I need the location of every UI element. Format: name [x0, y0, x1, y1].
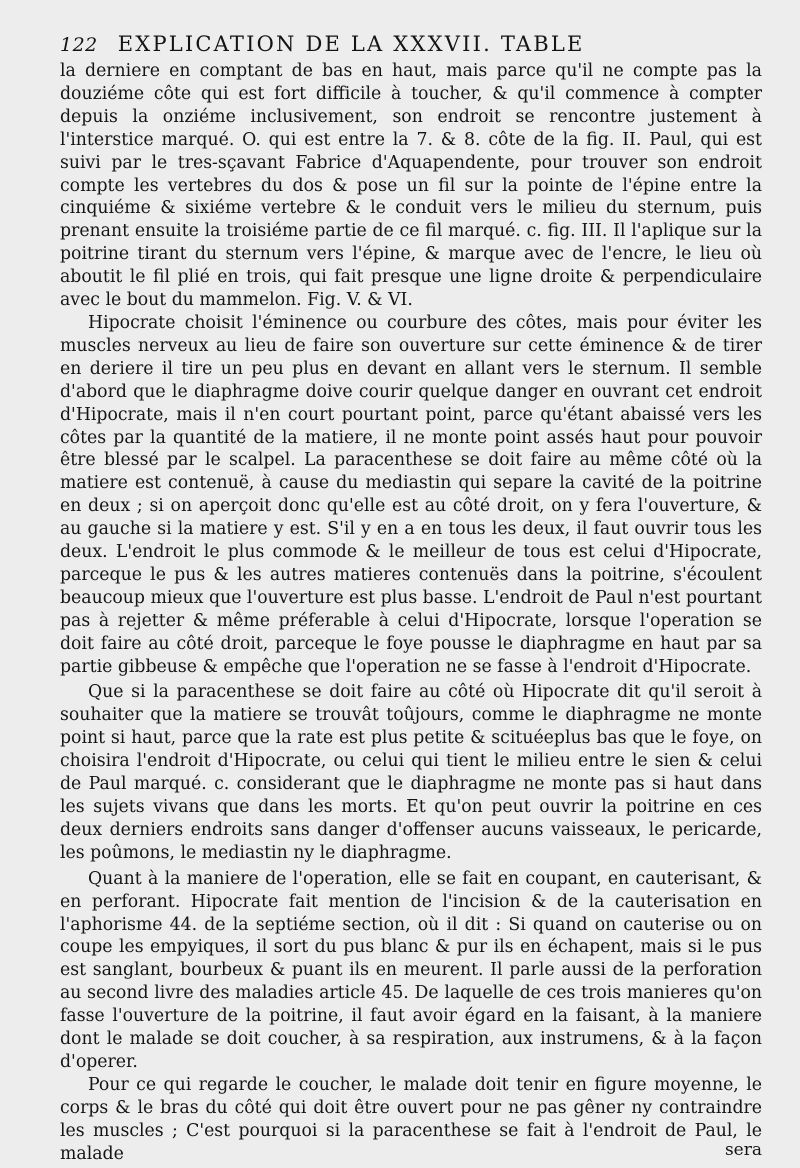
paragraph-4: Quant à la maniere de l'operation, elle se fait en coupant, en cauterisant, & en perforant. Hipocrate fait mention de l'incision & de la cauterisation en l'aphorisme 44. de la septiéme section, où il dit : Si quand on cauterise ou on coupe les empyiques, il sort du pus blanc & pur ils en échapent, mais si le pus est sanglant, bourbeux & puant ils en meurent. Il parle aussi de la perforation au second livre des maladies article 45. De laquelle de ces trois manieres qu'on fasse l'ouverture de la poitrine, il faut avoir égard en la faisant, à la maniere dont le malade se doit coucher, à sa respiration, aux instrumens, & à la façon d'operer. [60, 868, 762, 1072]
running-head: EXPLICATION DE LA XXXVII. TABLE [117, 32, 585, 56]
paragraph-5: Pour ce qui regarde le coucher, le malade doit tenir en figure moyenne, le corps & le bras du côté qui doit être ouvert pour ne pas gêner ny contraindre les muscles ; C'est pourquoi si la paracenthese se fait à l'endroit de Paul, le malade [60, 1074, 762, 1164]
page-number: 122 [60, 34, 98, 56]
paragraph-1: la derniere en comptant de bas en haut, mais parce qu'il ne compte pas la douziéme côte qui est fort difficile à toucher, & qu'il commence à compter depuis la onziéme inclusivement, son endroit se rencontre justement à l'interstice marqué. O. qui est entre la 7. & 8. côte de la fig. II. Paul, qui est suivi par le tres-sçavant Fabrice d'Aquapendente, pour trouver son endroit compte les vertebres du dos & pose un fil sur la pointe de l'épine entre la cinquiéme & sixiéme vertebre & le conduit vers le milieu du sternum, puis prenant ensuite la troisiéme partie de ce fil marqué. c. fig. III. Il l'aplique sur la poitrine tirant du sternum vers l'épine, & marque avec de l'encre, le lieu où aboutit le fil plié en trois, qui fait presque une ligne droite & perpendiculaire avec le bout du mammelon. Fig. V. & VI. [60, 61, 762, 311]
page-header [60, 32, 762, 56]
paragraph-3: Que si la paracenthese se doit faire au côté où Hipocrate dit qu'il seroit à souhaiter que la matiere se trouvât toûjours, comme le diaphragme ne monte point si haut, parce que la rate est plus petite & scituéeplus bas que le foye, on choisira l'endroit d'Hipocrate, ou celui qui tient le milieu entre le sien & celui de Paul marqué. c. considerant que le diaphragme ne monte pas si haut dans les sujets vivans que dans les morts. Et qu'on peut ouvrir la poitrine en ces deux derniers endroits sans danger d'offenser aucuns vaisseaux, le pericarde, les poûmons, le mediastin ny le diaphragme. [60, 682, 762, 863]
paragraph-2: Hipocrate choisit l'éminence ou courbure des côtes, mais pour éviter les muscles nerveux au lieu de faire son ouverture sur cette éminence & de tirer en deriere il tire un peu plus en devant en allant vers le sternum. Il semble d'abord que le diaphragme doive courir quelque danger en ouvrant cet endroit d'Hipocrate, mais il n'en court pourtant point, parce qu'étant abaissé vers les côtes par la quantité de la matiere, il ne monte point assés haut pour pouvoir être blessé par le scalpel. La paracenthese se doit faire au même côté où la matiere est contenuë, à cause du mediastin qui separe la cavité de la poitrine en deux ; si on aperçoit donc qu'elle est au côté droit, on y fera l'ouverture, & au gauche si la matiere y est. S'il y en a en tous les deux, il faut ouvrir tous les deux. L'endroit le plus commode & le meilleur de tous est celui d'Hipocrate, parceque le pus & les autres matieres contenuës dans la poitrine, s'écoulent beaucoup mieux que l'ouverture est plus basse. L'endroit de Paul n'est pourtant pas à rejetter & même préferable à celui d'Hipocrate, lorsque l'operation se doit faire au côté droit, parceque le foye pousse le diaphragme en haut par sa partie gibbeuse & empêche que l'operation ne se fasse à l'endroit d'Hipocrate. [60, 312, 762, 677]
body-text [60, 60, 762, 1166]
catchword: sera [724, 1140, 762, 1160]
